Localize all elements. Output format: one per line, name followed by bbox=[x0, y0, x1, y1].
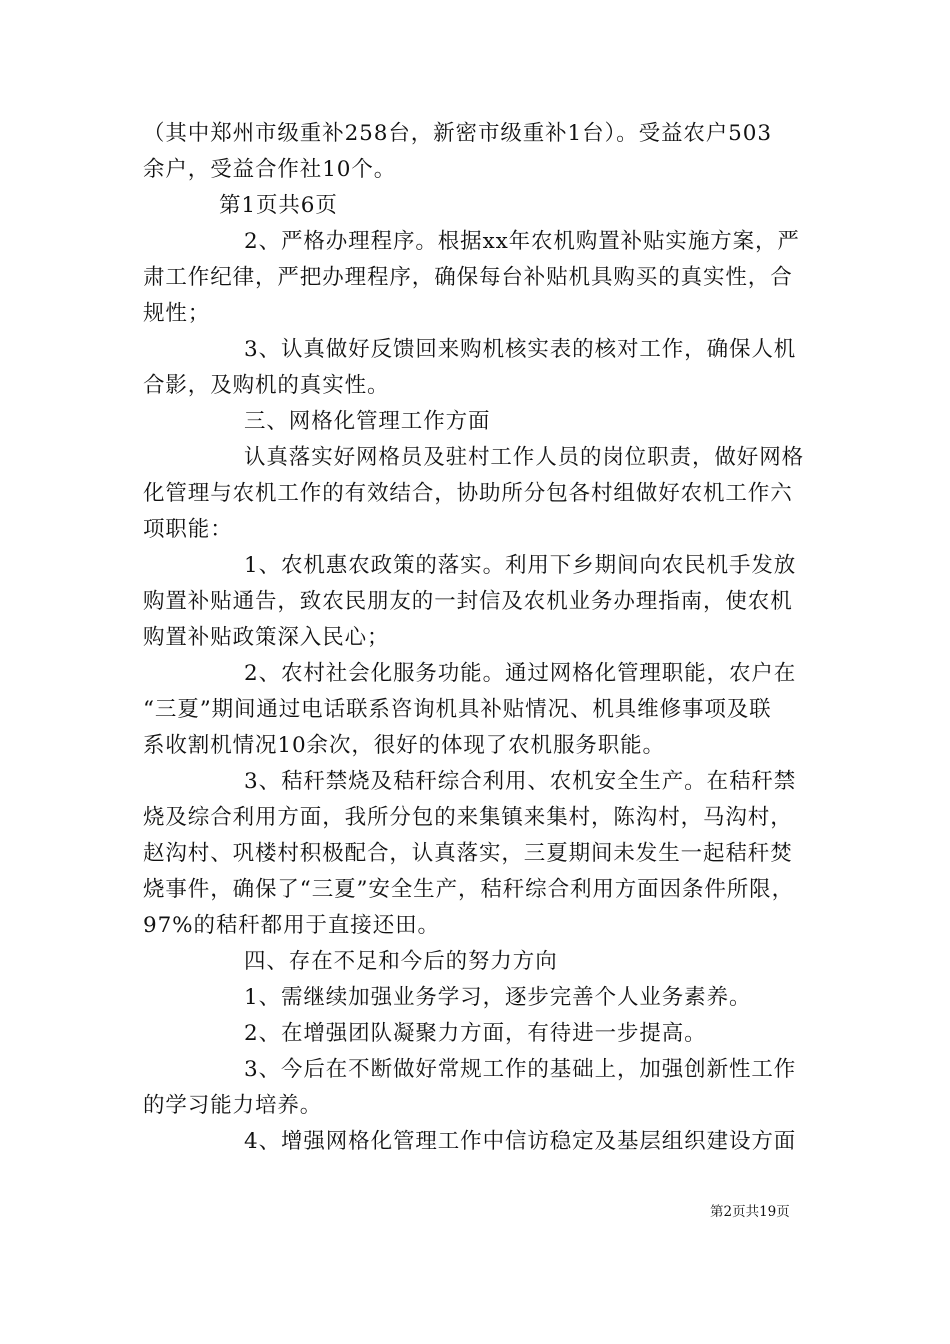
body-line: 合影，及购机的真实性。 bbox=[143, 373, 390, 398]
page-number-footer: 第2页共19页 bbox=[710, 1204, 790, 1220]
body-line: 97%的秸秆都用于直接还田。 bbox=[143, 913, 440, 938]
body-line: 规性； bbox=[143, 301, 211, 326]
body-line: 系收割机情况10余次，很好的体现了农机服务职能。 bbox=[143, 733, 665, 758]
body-line: 3、认真做好反馈回来购机核实表的核对工作，确保人机 bbox=[244, 337, 797, 362]
body-line: “三夏”期间通过电话联系咨询机具补贴情况、机具维修事项及联 bbox=[143, 697, 772, 722]
body-line: 购置补贴通告，致农民朋友的一封信及农机业务办理指南，使农机 bbox=[143, 589, 793, 614]
body-line: 4、增强网格化管理工作中信访稳定及基层组织建设方面 bbox=[244, 1129, 797, 1154]
inline-page-marker: 第1页共6页 bbox=[219, 193, 338, 218]
body-line: 2、严格办理程序。根据xx年农机购置补贴实施方案，严 bbox=[244, 229, 800, 254]
body-line: 肃工作纪律，严把办理程序，确保每台补贴机具购买的真实性，合 bbox=[143, 265, 793, 290]
body-line: 3、秸秆禁烧及秸秆综合利用、农机安全生产。在秸秆禁 bbox=[244, 769, 797, 794]
body-line: 烧事件，确保了“三夏”安全生产，秸秆综合利用方面因条件所限， bbox=[143, 877, 794, 902]
body-line: 余户，受益合作社10个。 bbox=[143, 157, 397, 182]
body-line: 烧及综合利用方面，我所分包的来集镇来集村，陈沟村，马沟村， bbox=[143, 805, 793, 830]
body-line: 3、今后在不断做好常规工作的基础上，加强创新性工作 bbox=[244, 1057, 797, 1082]
section-heading: 三、网格化管理工作方面 bbox=[244, 409, 491, 434]
body-line: （其中郑州市级重补258台，新密市级重补1台）。受益农户503 bbox=[143, 121, 772, 146]
document-body bbox=[143, 116, 815, 1160]
section-heading: 四、存在不足和今后的努力方向 bbox=[244, 949, 558, 974]
body-line: 2、农村社会化服务功能。通过网格化管理职能，农户在 bbox=[244, 661, 797, 686]
body-line: 项职能： bbox=[143, 517, 233, 542]
body-line: 2、在增强团队凝聚力方面，有待进一步提高。 bbox=[244, 1021, 707, 1046]
body-line: 化管理与农机工作的有效结合，协助所分包各村组做好农机工作六 bbox=[143, 481, 793, 506]
body-line: 1、农机惠农政策的落实。利用下乡期间向农民机手发放 bbox=[244, 553, 797, 578]
body-line: 赵沟村、巩楼村积极配合，认真落实，三夏期间未发生一起秸秆焚 bbox=[143, 841, 793, 866]
body-line: 的学习能力培养。 bbox=[143, 1093, 323, 1118]
body-line: 认真落实好网格员及驻村工作人员的岗位职责，做好网格 bbox=[244, 445, 805, 470]
body-line: 1、需继续加强业务学习，逐步完善个人业务素养。 bbox=[244, 985, 752, 1010]
body-line: 购置补贴政策深入民心； bbox=[143, 625, 390, 650]
